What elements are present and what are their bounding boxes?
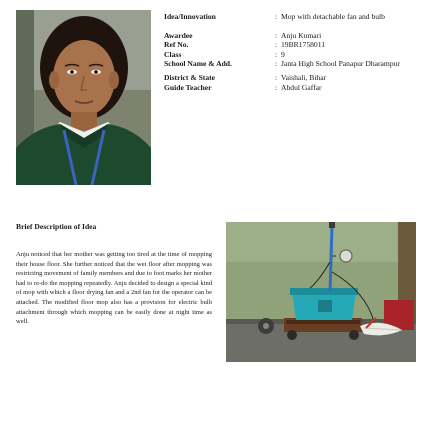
portrait-illustration [16, 10, 151, 185]
awardee-info-table [164, 12, 426, 92]
separator: : [274, 40, 278, 50]
district-value: Vaishali, Bihar [281, 72, 327, 82]
separator: : [274, 49, 278, 59]
guide-label: Guide Teacher [164, 82, 212, 92]
description-text: Anju noticed that her mother was getting too tired at the time of mopping their house floor. She further noticed that the wet floor after mopping was restricting movement of family members and due to foot marks her mother had to re-do the mopping repeatedly. Anju decided to design a special kind of mop with which a floor drying fan and a 2nd fan for the operator can be attached. The modified floor mop also has a provision for electric bulb attachment through which mopping can be easily done at night time as well. [16, 251, 212, 326]
awardee-row [164, 31, 426, 41]
separator: : [274, 82, 278, 92]
mop-photo [226, 222, 416, 362]
mop-illustration [226, 222, 416, 362]
description-title: Brief Description of Idea [16, 222, 97, 231]
idea-value: Mop with detachable fan and bulb [281, 12, 385, 21]
guide-value: Abdul Gaffar [281, 82, 322, 92]
separator: : [274, 30, 278, 40]
separator: : [274, 59, 278, 69]
school-label: School Name & Add. [164, 59, 232, 69]
class-row [164, 50, 426, 60]
class-label: Class [164, 49, 182, 59]
separator: : [274, 12, 278, 21]
school-value: Janta High School Panapur Dharampur [281, 59, 400, 69]
district-row [164, 73, 426, 83]
awardee-label: Awardee [164, 30, 193, 40]
class-value: 9 [281, 49, 285, 59]
idea-row [164, 12, 426, 22]
idea-label: Idea/Innovation [164, 12, 216, 21]
awardee-value: Anju Kumari [281, 30, 322, 40]
separator: : [274, 72, 278, 82]
ref-value: 19BR1758011 [281, 40, 326, 50]
ref-label: Ref No. [164, 40, 189, 50]
ref-row [164, 40, 426, 50]
awardee-photo [16, 10, 151, 185]
guide-row [164, 83, 426, 93]
district-label: District & State [164, 72, 216, 82]
school-row [164, 59, 426, 69]
